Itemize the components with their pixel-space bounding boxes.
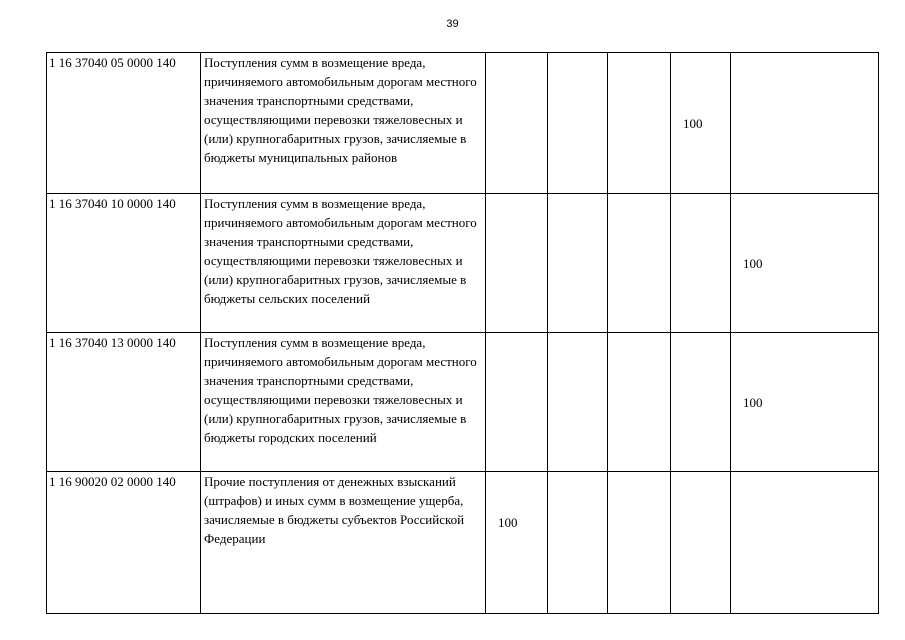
value-cell — [608, 333, 671, 472]
value-cell — [548, 194, 608, 333]
budget-code-cell: 1 16 37040 10 0000 140 — [47, 194, 201, 333]
revenue-distribution-table — [46, 52, 879, 614]
value-cell — [608, 53, 671, 194]
description-cell: Поступления сумм в возмещение вреда, причиняемого автомобильным дорогам местного значения транспортными средствами, осуществляющими перевозки тяжеловесных и (или) крупногабаритных грузов, зачисляемые в бюджеты городских поселений — [201, 333, 486, 472]
value-cell — [486, 333, 548, 472]
value-cell — [486, 53, 548, 194]
value-cell — [608, 472, 671, 614]
value-cell — [548, 53, 608, 194]
value-cell: 100 — [731, 333, 879, 472]
page-number: 39 — [446, 18, 459, 30]
budget-code-cell: 1 16 90020 02 0000 140 — [47, 472, 201, 614]
description-cell: Поступления сумм в возмещение вреда, причиняемого автомобильным дорогам местного значения транспортными средствами, осуществляющими перевозки тяжеловесных и (или) крупногабаритных грузов, зачисляемые в бюджеты сельских поселений — [201, 194, 486, 333]
value-cell — [548, 333, 608, 472]
table-row — [47, 333, 879, 472]
table-row — [47, 472, 879, 614]
value-cell — [671, 333, 731, 472]
value-cell: 100 — [671, 53, 731, 194]
description-cell: Поступления сумм в возмещение вреда, причиняемого автомобильным дорогам местного значения транспортными средствами, осуществляющими перевозки тяжеловесных и (или) крупногабаритных грузов, зачисляемые в бюджеты муниципальных районов — [201, 53, 486, 194]
value-cell — [671, 472, 731, 614]
value-cell — [731, 53, 879, 194]
budget-code-cell: 1 16 37040 05 0000 140 — [47, 53, 201, 194]
value-cell — [671, 194, 731, 333]
table-row — [47, 194, 879, 333]
value-cell: 100 — [486, 472, 548, 614]
budget-code-cell: 1 16 37040 13 0000 140 — [47, 333, 201, 472]
value-cell — [608, 194, 671, 333]
value-cell: 100 — [731, 194, 879, 333]
value-cell — [486, 194, 548, 333]
value-cell — [548, 472, 608, 614]
description-cell: Прочие поступления от денежных взысканий (штрафов) и иных сумм в возмещение ущерба, зачисляемые в бюджеты субъектов Российской Федерации — [201, 472, 486, 614]
value-cell — [731, 472, 879, 614]
table-row — [47, 53, 879, 194]
